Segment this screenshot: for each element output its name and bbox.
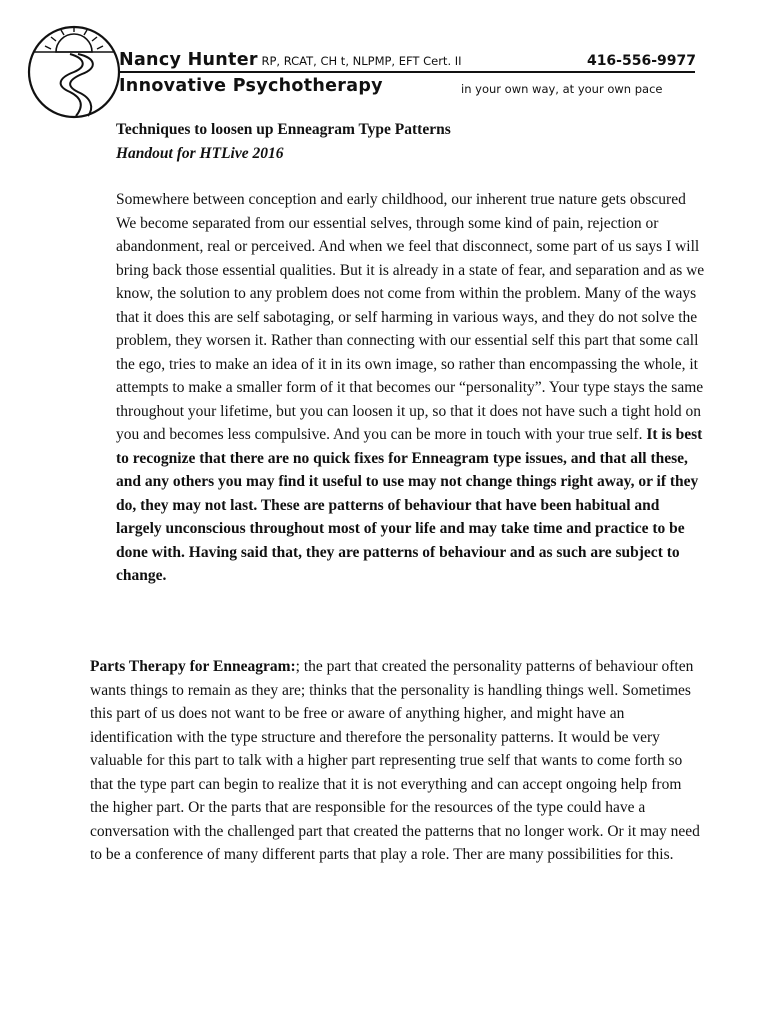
document-subtitle: Handout for HTLive 2016 (116, 145, 284, 162)
intro-paragraph-text: Somewhere between conception and early childhood, our inherent true nature gets obscured We become separated from our essential selves, through some kind of pain, rejection or abandonment, real or perceived. And when we feel that disconnect, some part of us says I will bring back those essential qualities. But it is already in a state of fear, and separation and as we know, the solution to any problem does not come from within the problem. Many of the ways that it does this are self sabotaging, or self harming in various ways, and they do not solve the problem, they worsen it. Rather than connecting with our essential self this part that some call the ego, tries to make an idea of it in its own image, so rather than encompassing the whole, it attempts to make a smaller form of it that becomes our “personality”. Your type stays the same throughout your lifetime, but you can loosen it up, so that it does not have such a tight hold on you and becomes less compulsive. And you can be more in touch with your true self. (116, 191, 705, 443)
intro-paragraph-emphasis: It is best to recognize that there are no quick fixes for Enneagram type issues, and that all these, and any others you may find it useful to use may not change things right away, or if they do, they may not last. These are patterns of behaviour that have been habitual and largely unconscious throughout most of your life and may take time and practice to be done with. Having said that, they are patterns of behaviour and as such are subject to change. (116, 426, 703, 584)
parts-therapy-text: ; the part that created the personality patterns of behaviour often wants things to remain as they are; thinks that the personality is handling things well. Sometimes this part of us does not want to be free or aware of anything higher, and might have an identification with the type structure and therefore the personality patterns. It would be very valuable for this part to talk with a higher part representing true self that wants to come forth so that the type part can begin to realize that it is not everything and can accept ongoing help from the higher part. Or the parts that are responsible for the resources of the type could have a conversation with the challenged part that created the patterns that no longer work. Or it may need to be a conference of many different parts that play a role. Ther are many possibilities for this. (90, 658, 700, 863)
practice-name: Innovative Psychotherapy (119, 76, 383, 96)
document-title: Techniques to loosen up Enneagram Type Patterns (116, 121, 451, 138)
parts-therapy-paragraph (90, 655, 700, 867)
practitioner-credentials: RP, RCAT, CH t, NLPMP, EFT Cert. II (257, 54, 462, 68)
practitioner-name: Nancy Hunter (119, 50, 258, 70)
practice-tagline: in your own way, at your own pace (461, 82, 663, 96)
header-divider (119, 71, 695, 73)
parts-therapy-heading: Parts Therapy for Enneagram: (90, 658, 296, 675)
phone-number: 416-556-9977 (586, 53, 696, 69)
sunrise-path-logo-icon (26, 24, 122, 120)
practitioner-name-line (119, 50, 462, 70)
intro-paragraph (116, 188, 706, 588)
